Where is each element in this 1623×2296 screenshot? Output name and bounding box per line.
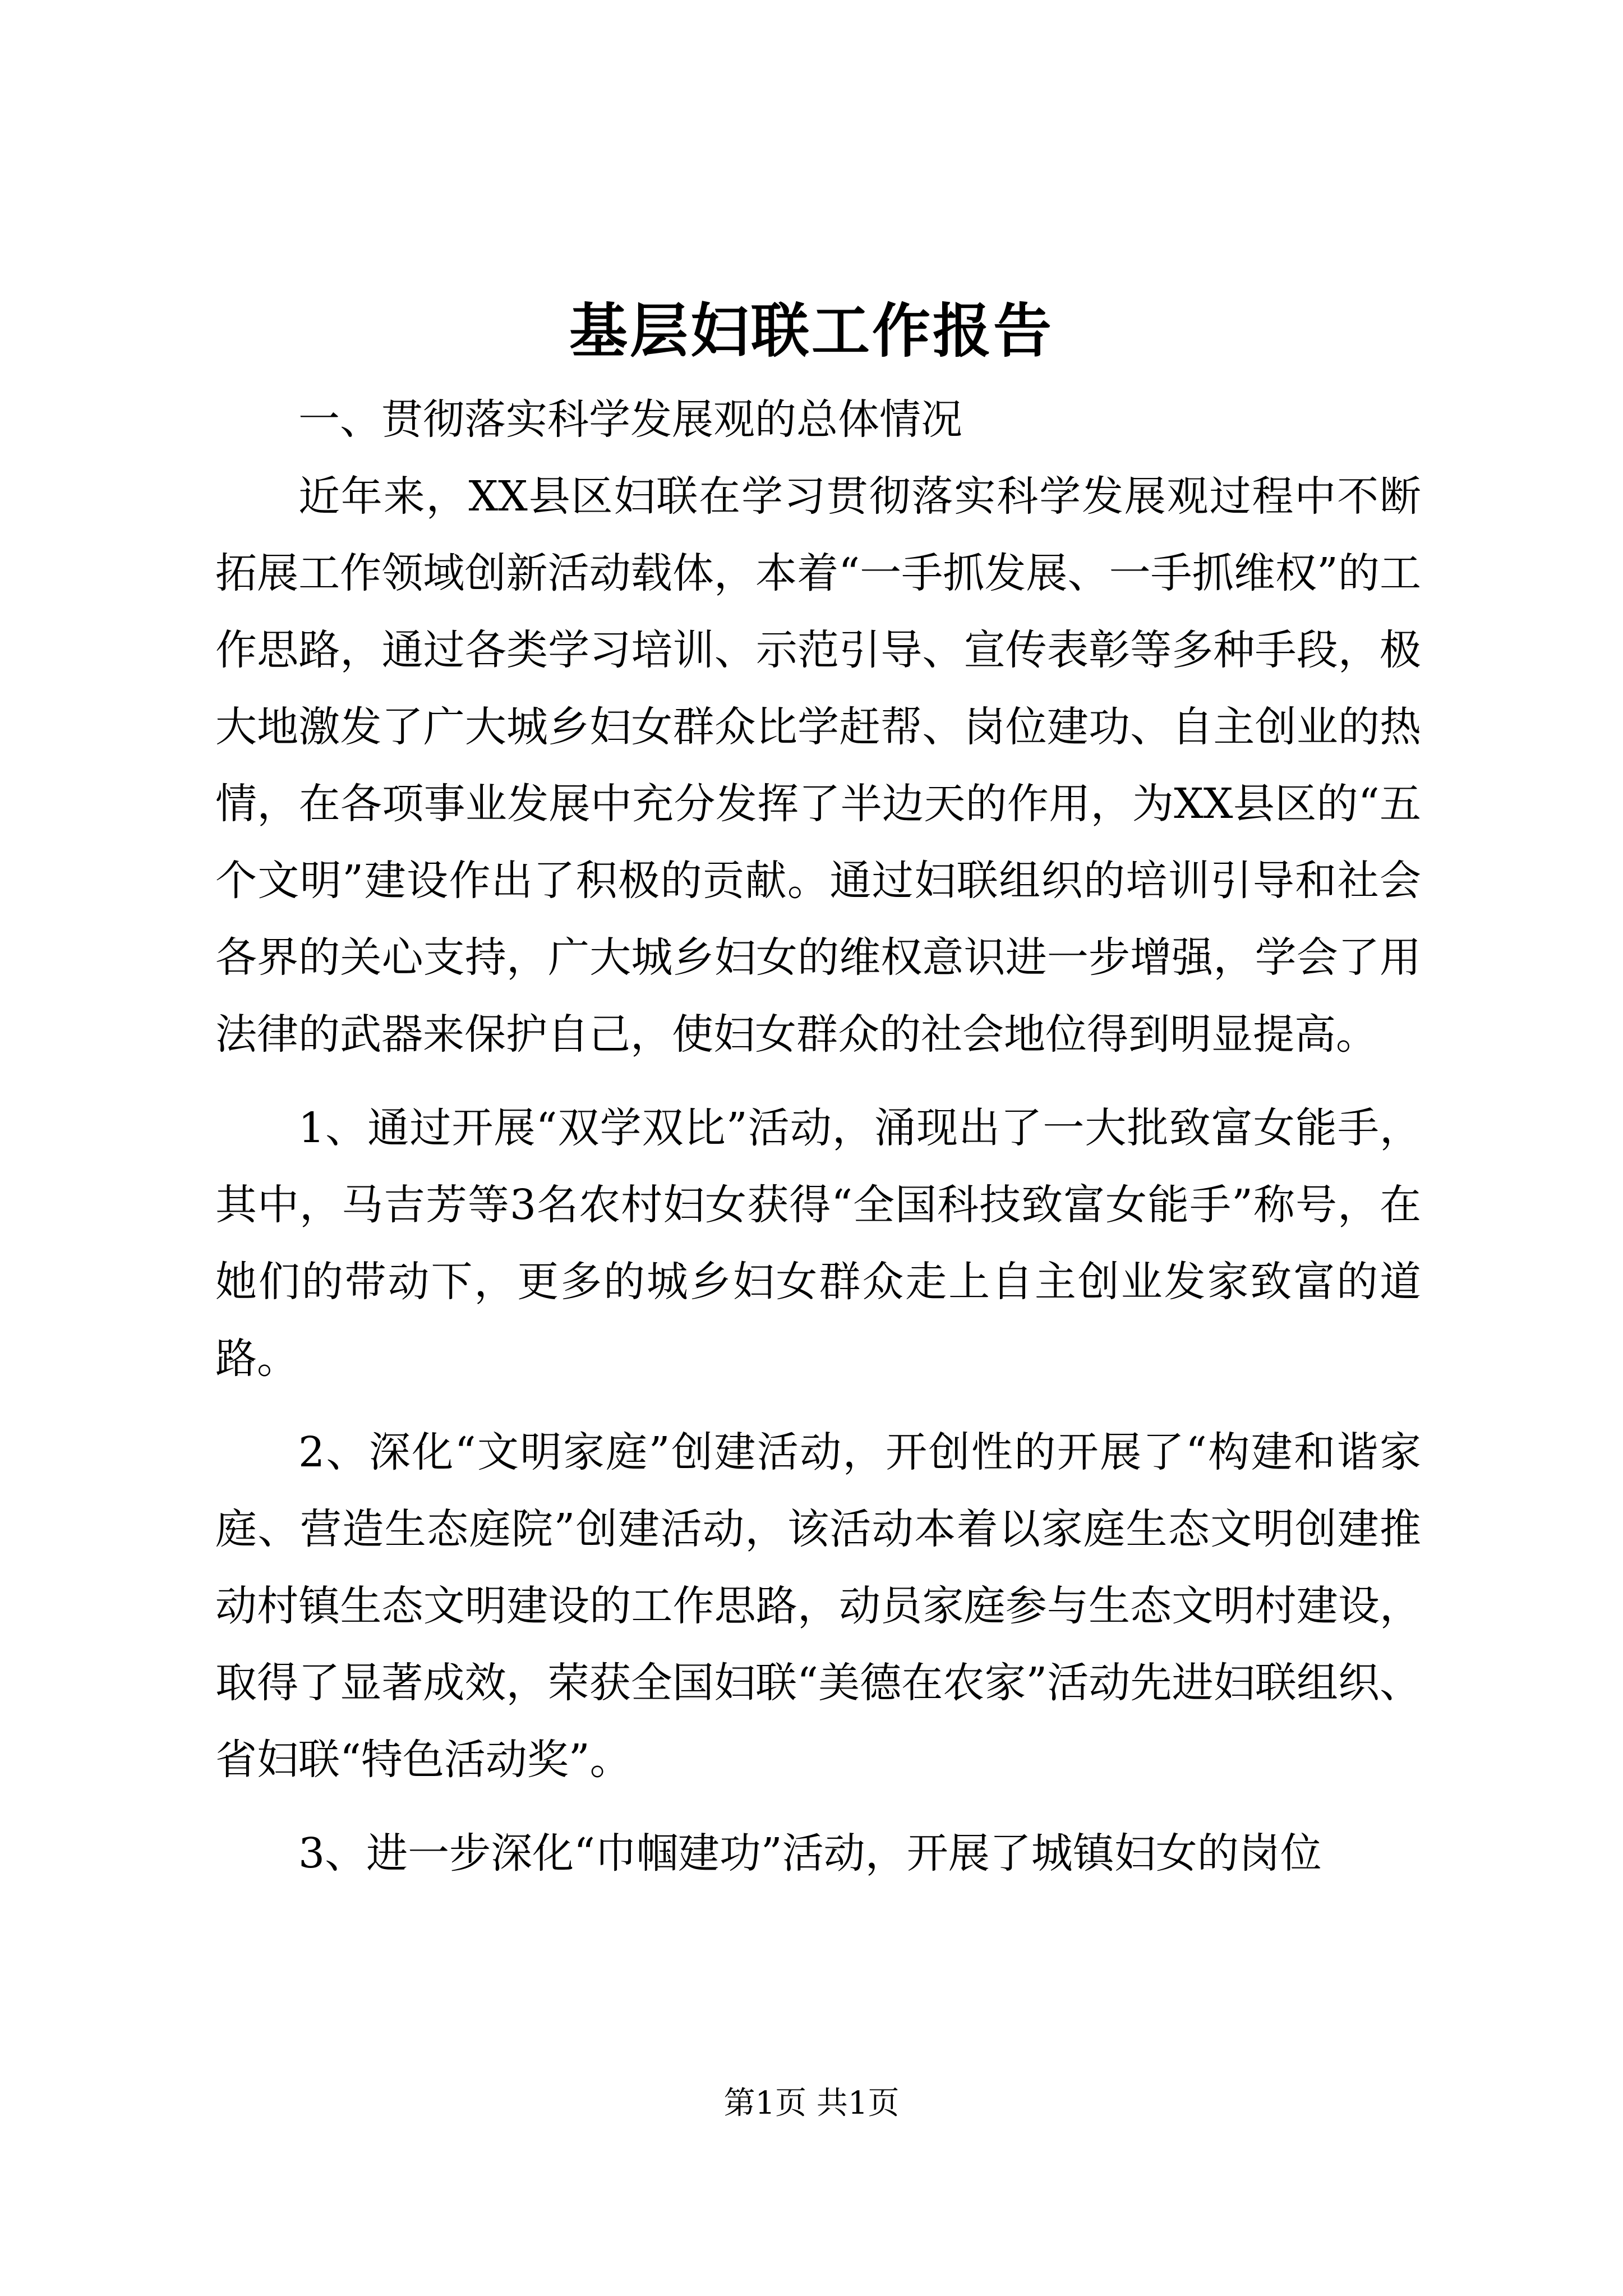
page-number-footer: 第1页 共1页: [723, 2085, 900, 2122]
section-heading: 一、贯彻落实科学发展观的总体情况: [298, 395, 962, 444]
document-title: 基层妇联工作报告: [569, 296, 1054, 365]
paragraph-overview: 近年来，XX县区妇联在学习贯彻落实科学发展观过程中不断拓展工作领域创新活动载体，本着“一手抓发展、一手抓维权”的工作思路，通过各类学习培训、示范引导、宣传表彰等多种手段，极大地激发了广大城乡妇女群众比学赶帮、岗位建功、自主创业的热情，在各项事业发展中充分发挥了半边天的作用，为XX县区的“五个文明”建设作出了积极的贡献。通过妇联组织的培训引导和社会各界的关心支持，广大城乡妇女的维权意识进一步增强，学会了用法律的武器来保护自己，使妇女群众的社会地位得到明显提高。: [215, 472, 1421, 1059]
document-body: [215, 381, 1421, 1892]
paragraph-item-1: 1、通过开展“双学双比”活动，涌现出了一大批致富女能手，其中，马吉芳等3名农村妇女获得“全国科技致富女能手”称号，在她们的带动下，更多的城乡妇女群众走上自主创业发家致富的道路。: [215, 1104, 1421, 1383]
paragraph-item-2: 2、深化“文明家庭”创建活动，开创性的开展了“构建和谐家庭、营造生态庭院”创建活动，该活动本着以家庭生态文明创建推动村镇生态文明建设的工作思路，动员家庭参与生态文明村建设，取得了显著成效，荣获全国妇联“美德在农家”活动先进妇联组织、省妇联“特色活动奖”。: [215, 1428, 1421, 1784]
paragraph-item-3: 3、进一步深化“巾帼建功”活动，开展了城镇妇女的岗位: [298, 1829, 1322, 1878]
